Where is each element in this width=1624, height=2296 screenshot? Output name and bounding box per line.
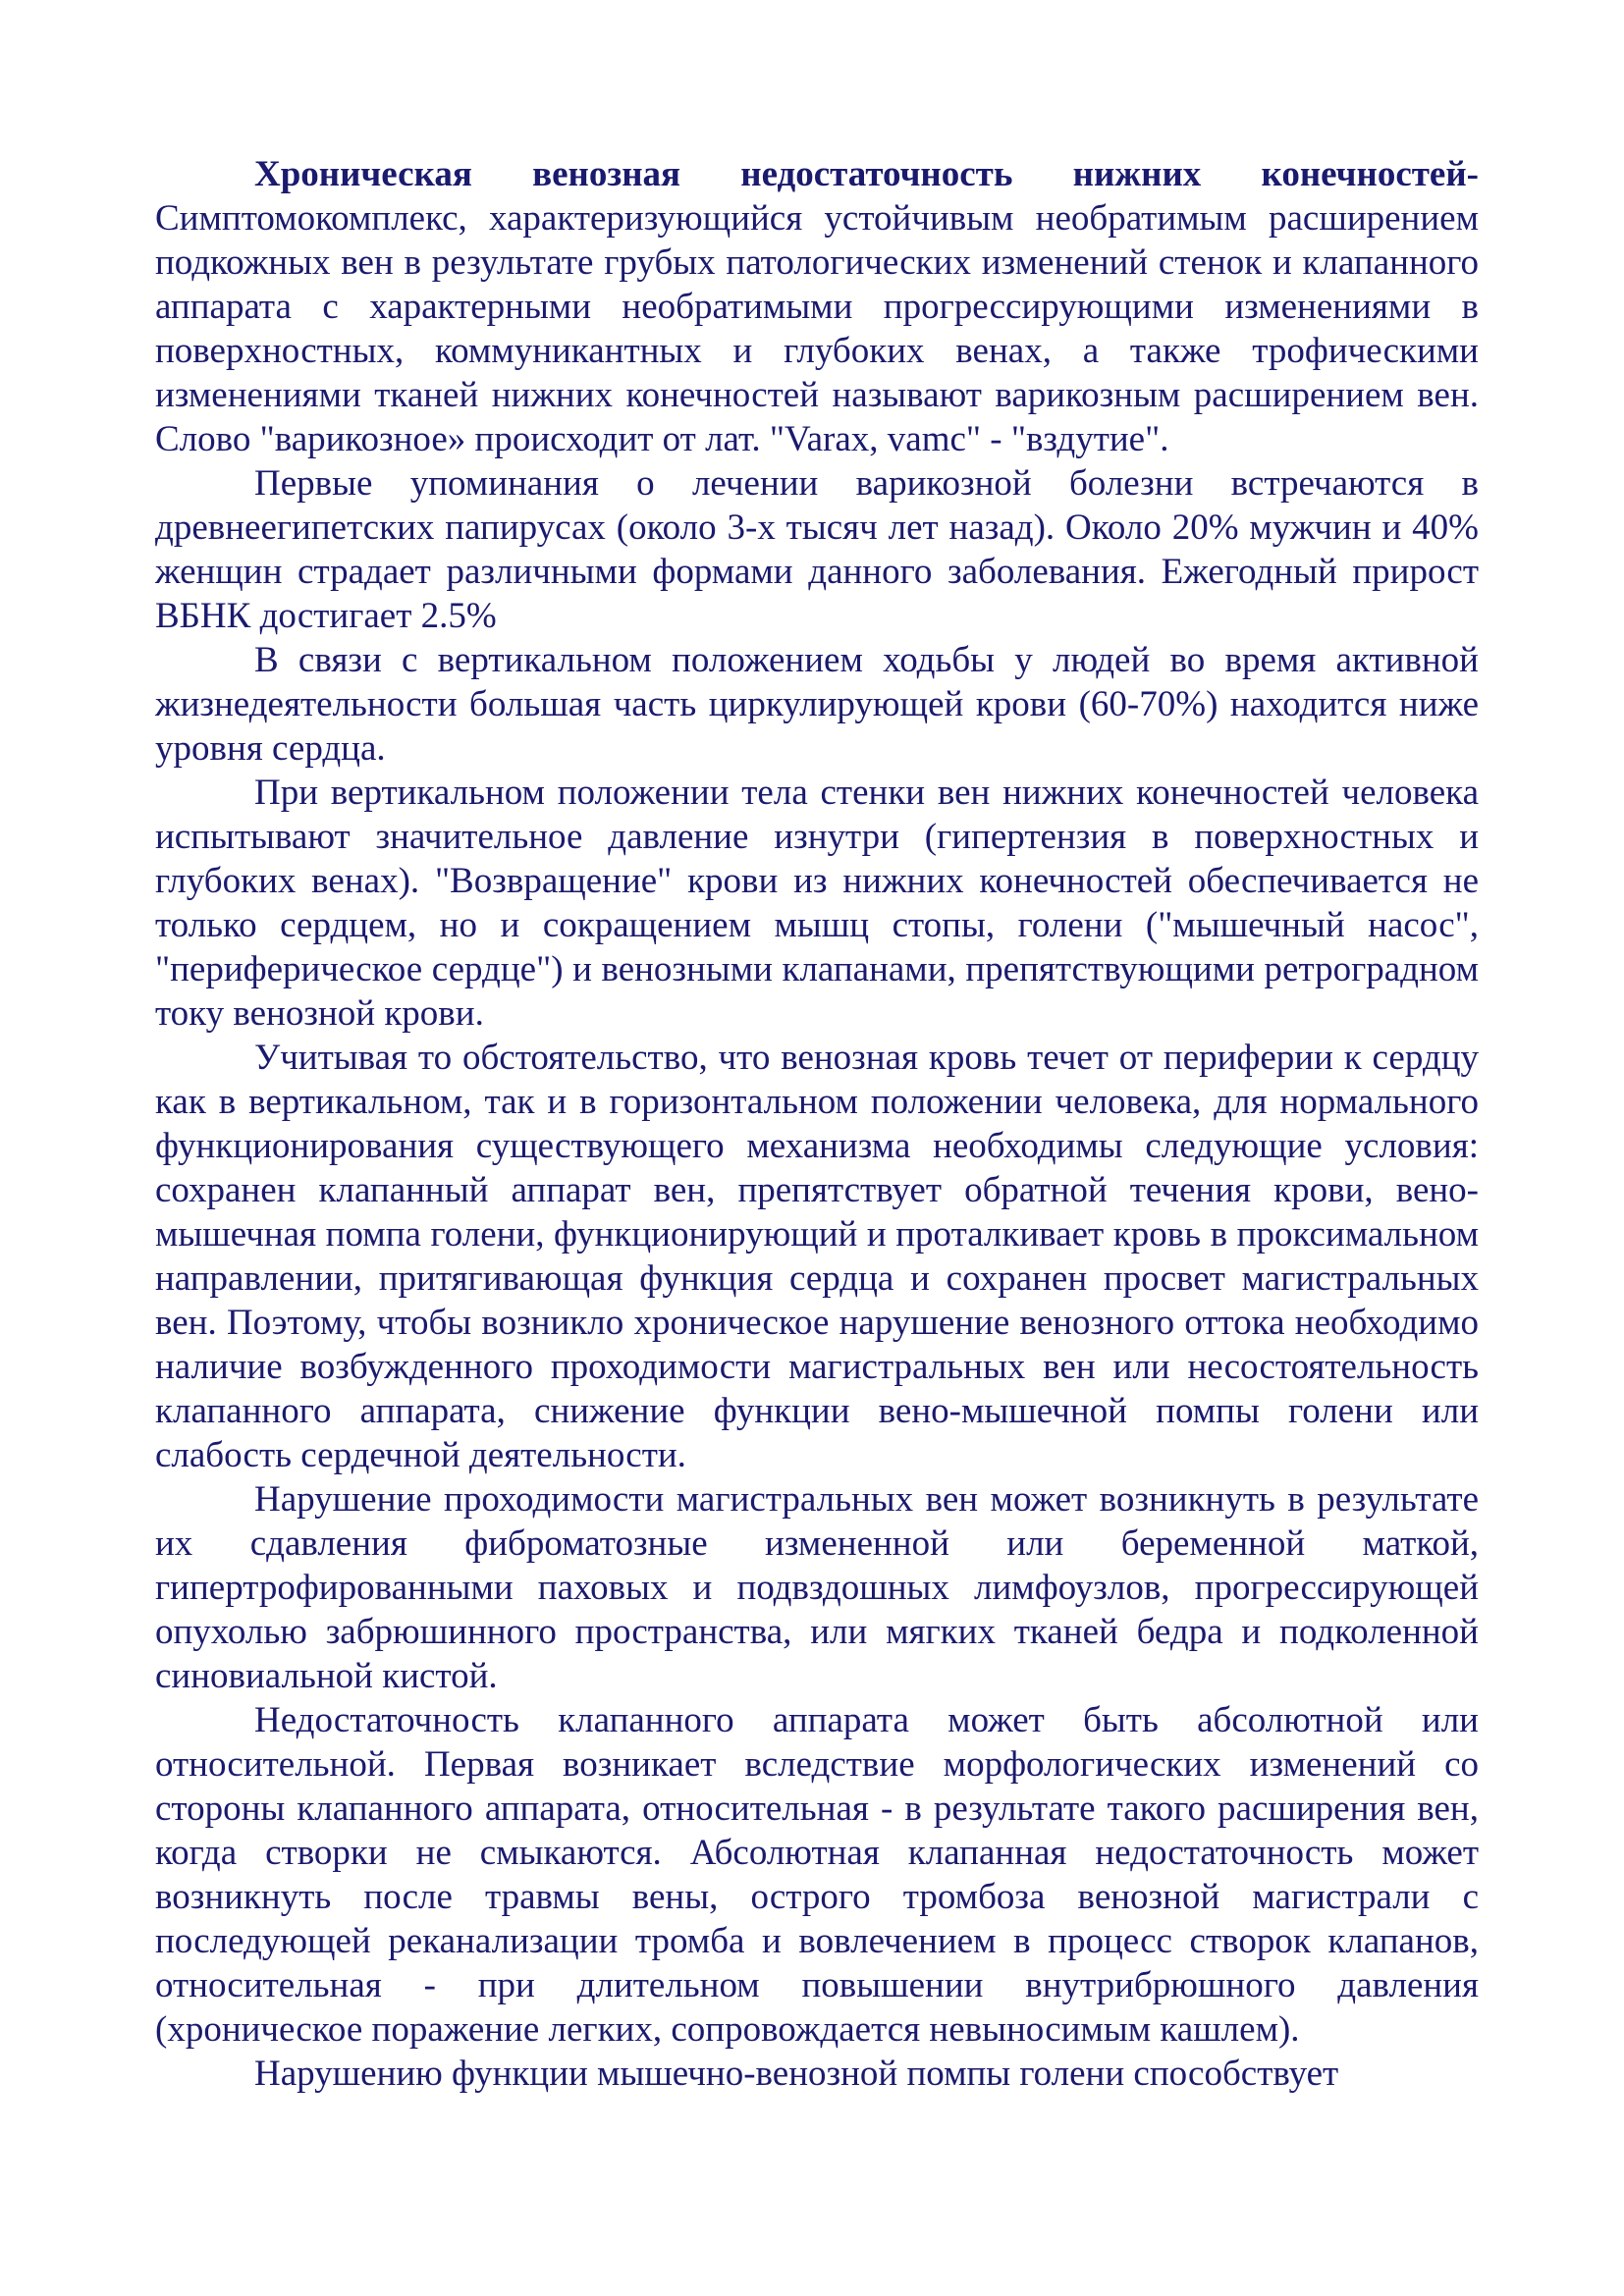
- paragraph-obstruction: Нарушение проходимости магистральных вен может возникнуть в результате их сдавления фиброматозные измененной или беременной маткой, гипертрофированными паховых и подвздошных лимфоузлов, прогрессирующей опухолью забрюшинного пространства, или мягких тканей бедра и подколенной синовиальной кистой.: [155, 1479, 1479, 1696]
- paragraph-history: Первые упоминания о лечении варикозной болезни встречаются в древнеегипетских папирусах (около 3-х тысяч лет назад). Около 20% мужчин и 40% женщин страдает различными формами данного заболевания. Ежегодный прирост ВБНК достигает 2.5%: [155, 463, 1479, 636]
- paragraph-valve-insufficiency: Недостаточность клапанного аппарата может быть абсолютной или относительной. Первая возникает вследствие морфологических изменений со стороны клапанного аппарата, относительная - в результате такого расширения вен, когда створки не смыкаются. Абсолютная клапанная недостаточность может возникнуть после травмы вены, острого тромбоза венозной магистрали с последующей реканализации тромба и вовлечением в процесс створок клапанов, относительная - при длительном повышении внутрибрюшного давления (хроническое поражение легких, сопровождается невыносимым кашлем).: [155, 1700, 1479, 2050]
- document-body: [155, 152, 1479, 2096]
- paragraph-circulation: В связи с вертикальном положением ходьбы у людей во время активной жизнедеятельности большая часть циркулирующей крови (60-70%) находится ниже уровня сердца.: [155, 640, 1479, 769]
- paragraph-muscle-pump: Нарушению функции мышечно-венозной помпы голени способствует: [254, 2054, 1339, 2094]
- intro-paragraph: [155, 152, 1479, 461]
- definition-term: Хроническая венозная недостаточность нижних конечностей-: [254, 154, 1479, 194]
- paragraph-pressure: При вертикальном положении тела стенки вен нижних конечностей человека испытывают значительное давление изнутри (гипертензия в поверхностных и глубоких венах). "Возвращение" крови из нижних конечностей обеспечивается не только сердцем, но и сокращением мышц стопы, голени ("мышечный насос", "периферическое сердце") и венозными клапанами, препятствующими ретроградном току венозной крови.: [155, 773, 1479, 1034]
- definition-text: Симптомокомплекс, характеризующийся устойчивым необратимым расширением подкожных вен в результате грубых патологических изменений стенок и клапанного аппарата с характерными необратимыми прогрессирующими изменениями в поверхностных, коммуникантных и глубоких венах, а также трофическими изменениями тканей нижних конечностей называют варикозным расширением вен. Слово "варикозное» происходит от лат. "Varax, vamc" - "вздутие".: [155, 198, 1479, 459]
- paragraph-conditions: Учитывая то обстоятельство, что венозная кровь течет от периферии к сердцу как в вертикальном, так и в горизонтальном положении человека, для нормального функционирования существующего механизма необходимы следующие условия: сохранен клапанный аппарат вен, препятствует обратной течения крови, вено- мышечная помпа голени, функционирующий и проталкивает кровь в проксимальном направлении, притягивающая функция сердца и сохранен просвет магистральных вен. Поэтому, чтобы возникло хроническое нарушение венозного оттока необходимо наличие возбужденного проходимости магистральных вен или несостоятельность клапанного аппарата, снижение функции вено-мышечной помпы голени или слабость сердечной деятельности.: [155, 1038, 1479, 1475]
